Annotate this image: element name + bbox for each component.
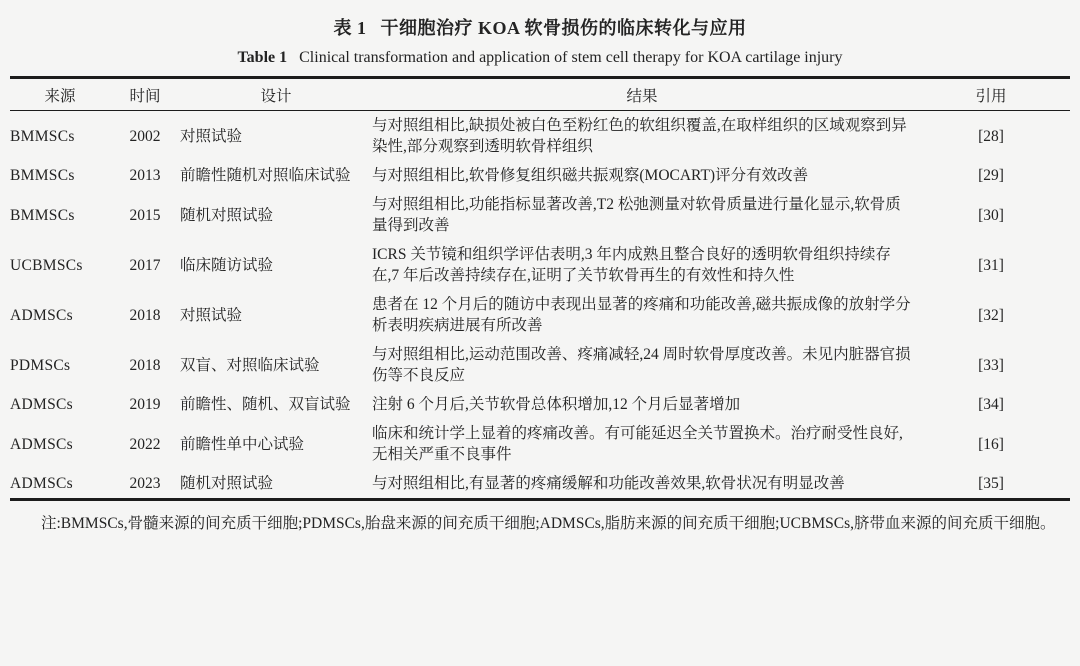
- table-row: [10, 161, 1070, 190]
- table-header-row: [10, 78, 1070, 111]
- cell-result: 与对照组相比,软骨修复组织磁共振观察(MOCART)评分有效改善: [372, 167, 809, 184]
- cell-design: 对照试验: [180, 127, 243, 145]
- table-row: [10, 340, 1070, 390]
- cell-design: 前瞻性单中心试验: [180, 435, 305, 453]
- cell-result: 与对照组相比,有显著的疼痛缓解和功能改善效果,软骨状况有明显改善: [372, 475, 845, 492]
- cell-result: 患者在 12 个月后的随访中表现出显著的疼痛和功能改善,磁共振成像的放射学分析表明疾病进展有所改善: [372, 296, 911, 334]
- cell-result: 与对照组相比,功能指标显著改善,T2 松弛测量对软骨质量进行量化显示,软骨质量得到改善: [372, 196, 901, 234]
- cell-citation: [29]: [978, 167, 1004, 184]
- table-row: [10, 111, 1070, 162]
- cell-source: BMMSCs: [10, 127, 75, 145]
- cell-year: 2017: [129, 256, 161, 274]
- table-number-en: Table 1: [237, 49, 288, 66]
- cell-year: 2002: [129, 127, 161, 145]
- cell-year: 2023: [129, 475, 161, 492]
- table-row: [10, 190, 1070, 240]
- cell-design: 随机对照试验: [180, 475, 274, 492]
- cell-source: BMMSCs: [10, 206, 75, 224]
- table-number-zh: 表 1: [333, 18, 367, 38]
- cell-year: 2022: [129, 435, 161, 453]
- cell-citation: [28]: [978, 127, 1004, 145]
- cell-design: 临床随访试验: [180, 256, 274, 274]
- cell-result: 与对照组相比,运动范围改善、疼痛减轻,24 周时软骨厚度改善。未见内脏器官损伤等不良反应: [372, 346, 911, 384]
- column-header-time: 时间: [110, 78, 180, 111]
- cell-year: 2013: [129, 167, 161, 184]
- table-title-chinese: [10, 14, 1070, 40]
- cell-result: 与对照组相比,缺损处被白色至粉红色的软组织覆盖,在取样组织的区域观察到异染性,部分观察到透明软骨样组织: [372, 117, 907, 155]
- cell-citation: [16]: [978, 435, 1004, 453]
- cell-year: 2018: [129, 356, 161, 374]
- table-row: [10, 469, 1070, 500]
- cell-source: ADMSCs: [10, 435, 73, 453]
- column-header-citation: 引用: [912, 78, 1070, 111]
- cell-result: 临床和统计学上显着的疼痛改善。有可能延迟全关节置换术。治疗耐受性良好,无相关严重不良事件: [372, 425, 903, 463]
- cell-design: 随机对照试验: [180, 206, 274, 224]
- cell-citation: [33]: [978, 356, 1004, 374]
- cell-source: PDMSCs: [10, 356, 71, 374]
- cell-year: 2019: [129, 396, 161, 413]
- clinical-trials-table: [10, 76, 1070, 501]
- table-title-english: [10, 49, 1070, 67]
- table-title-en-text: Clinical transformation and application of stem cell therapy for KOA cartilage injury: [299, 49, 843, 66]
- cell-citation: [35]: [978, 475, 1004, 492]
- column-header-source: 来源: [10, 78, 110, 111]
- cell-design: 前瞻性、随机、双盲试验: [180, 396, 351, 413]
- cell-citation: [32]: [978, 306, 1004, 324]
- cell-source: ADMSCs: [10, 475, 73, 492]
- column-header-result: 结果: [372, 78, 912, 111]
- cell-design: 对照试验: [180, 306, 243, 324]
- table-row: [10, 419, 1070, 469]
- cell-source: ADMSCs: [10, 306, 73, 324]
- table-row: [10, 390, 1070, 419]
- table-body: [10, 111, 1070, 500]
- cell-design: 双盲、对照临床试验: [180, 356, 320, 374]
- cell-design: 前瞻性随机对照临床试验: [180, 167, 351, 184]
- cell-source: UCBMSCs: [10, 256, 83, 274]
- table-row: [10, 240, 1070, 290]
- cell-source: BMMSCs: [10, 167, 75, 184]
- cell-year: 2015: [129, 206, 161, 224]
- cell-citation: [34]: [978, 396, 1004, 413]
- table-footnote: 注:BMMSCs,骨髓来源的间充质干细胞;PDMSCs,胎盘来源的间充质干细胞;ADMSCs,脂肪来源的间充质干细胞;UCBMSCs,脐带血来源的间充质干细胞。: [41, 515, 1056, 532]
- cell-year: 2018: [129, 306, 161, 324]
- column-header-design: 设计: [180, 78, 372, 111]
- table-row: [10, 290, 1070, 340]
- cell-result: ICRS 关节镜和组织学评估表明,3 年内成熟且整合良好的透明软骨组织持续存在,7 年后改善持续存在,证明了关节软骨再生的有效性和持久性: [372, 246, 891, 284]
- table-title-zh-text: 干细胞治疗 KOA 软骨损伤的临床转化与应用: [380, 18, 747, 38]
- cell-source: ADMSCs: [10, 396, 73, 413]
- cell-citation: [30]: [978, 206, 1004, 224]
- cell-result: 注射 6 个月后,关节软骨总体积增加,12 个月后显著增加: [372, 396, 741, 413]
- cell-citation: [31]: [978, 256, 1004, 274]
